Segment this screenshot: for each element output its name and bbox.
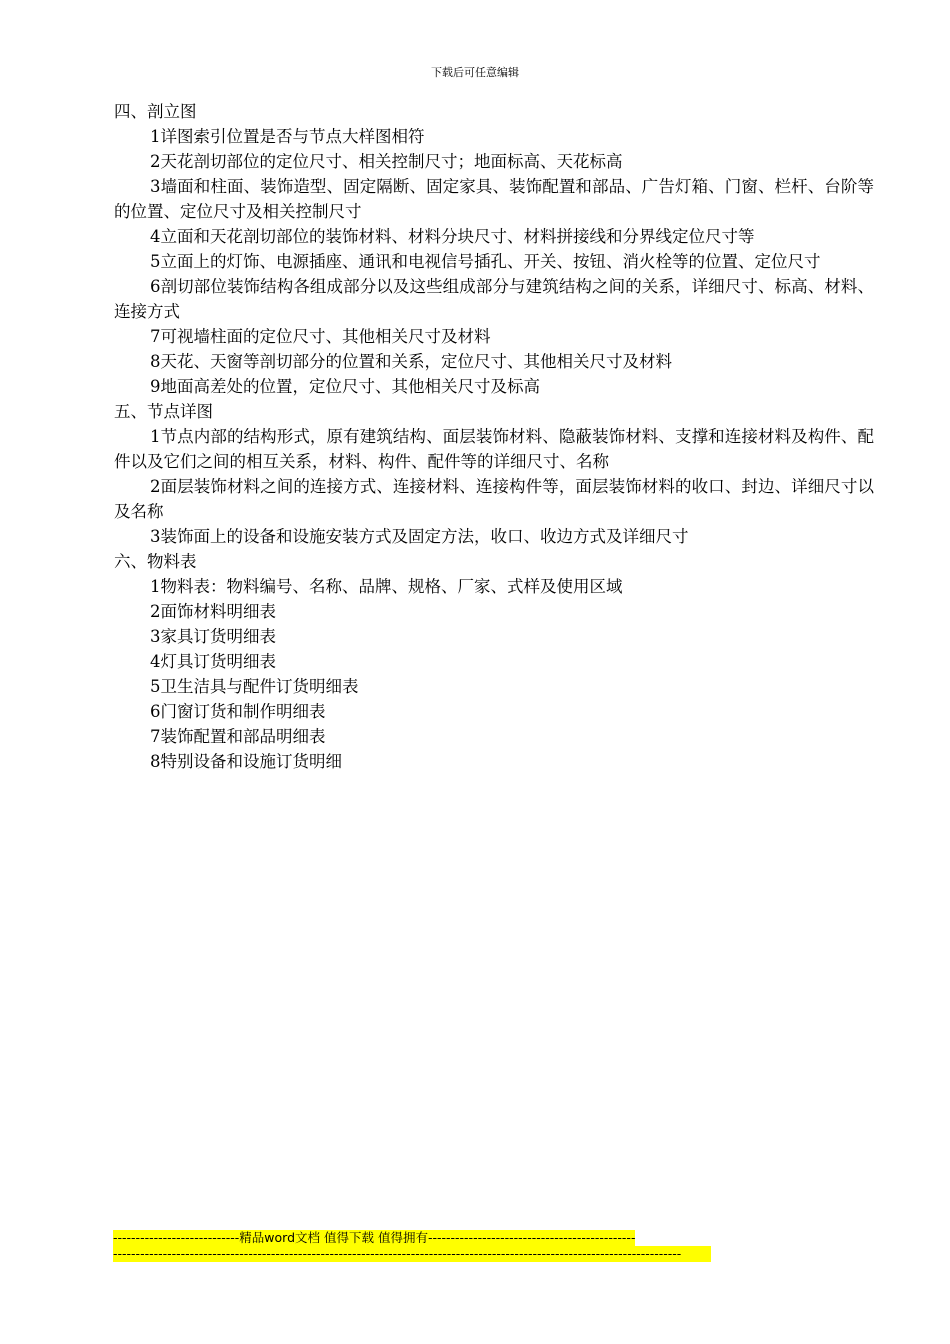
list-item: 2面饰材料明细表 <box>150 602 276 621</box>
footer-promo-line: ----------------------------精品word文档 值得下载 值得拥有---------------------------------------------- <box>113 1230 636 1245</box>
footer-divider-line: ------------------------------------------------------------------------------------------------------------------------------ <box>113 1246 711 1262</box>
list-item: 6剖切部位装饰结构各组成部分以及这些组成部分与建筑结构之间的关系，详细尺寸、标高、材料、连接方式 <box>114 277 874 321</box>
list-item: 4灯具订货明细表 <box>150 652 276 671</box>
section-heading: 五、节点详图 <box>114 402 213 421</box>
section-node-details <box>114 399 874 549</box>
list-item: 3家具订货明细表 <box>150 627 276 646</box>
list-item: 8天花、天窗等剖切部分的位置和关系，定位尺寸、其他相关尺寸及材料 <box>150 352 672 371</box>
section-material-list <box>114 549 874 774</box>
list-item: 1节点内部的结构形式，原有建筑结构、面层装饰材料、隐蔽装饰材料、支撑和连接材料及构件、配件以及它们之间的相互关系，材料、构件、配件等的详细尺寸、名称 <box>114 427 874 471</box>
list-item: 6门窗订货和制作明细表 <box>150 702 326 721</box>
section-heading: 四、剖立图 <box>114 102 197 121</box>
list-item: 5卫生洁具与配件订货明细表 <box>150 677 359 696</box>
section-heading: 六、物料表 <box>114 552 197 571</box>
list-item: 2天花剖切部位的定位尺寸、相关控制尺寸；地面标高、天花标高 <box>150 152 623 171</box>
list-item: 4立面和天花剖切部位的装饰材料、材料分块尺寸、材料拼接线和分界线定位尺寸等 <box>150 227 755 246</box>
list-item: 7装饰配置和部品明细表 <box>150 727 326 746</box>
list-item: 1物料表：物料编号、名称、品牌、规格、厂家、式样及使用区域 <box>150 577 623 596</box>
list-item: 2面层装饰材料之间的连接方式、连接材料、连接构件等，面层装饰材料的收口、封边、详细尺寸以及名称 <box>114 477 874 521</box>
list-item: 7可视墙柱面的定位尺寸、其他相关尺寸及材料 <box>150 327 491 346</box>
list-item: 9地面高差处的位置，定位尺寸、其他相关尺寸及标高 <box>150 377 540 396</box>
list-item: 5立面上的灯饰、电源插座、通讯和电视信号插孔、开关、按钮、消火栓等的位置、定位尺寸 <box>150 252 821 271</box>
list-item: 8特别设备和设施订货明细 <box>150 752 342 771</box>
section-sectional-elevation <box>114 99 874 399</box>
page-footer <box>113 1230 711 1262</box>
document-body <box>114 99 874 774</box>
list-item: 3墙面和柱面、装饰造型、固定隔断、固定家具、装饰配置和部品、广告灯箱、门窗、栏杆、台阶等的位置、定位尺寸及相关控制尺寸 <box>114 177 874 221</box>
page-header: 下载后可任意编辑 <box>431 66 519 79</box>
list-item: 3装饰面上的设备和设施安装方式及固定方法，收口、收边方式及详细尺寸 <box>150 527 689 546</box>
list-item: 1详图索引位置是否与节点大样图相符 <box>150 127 425 146</box>
